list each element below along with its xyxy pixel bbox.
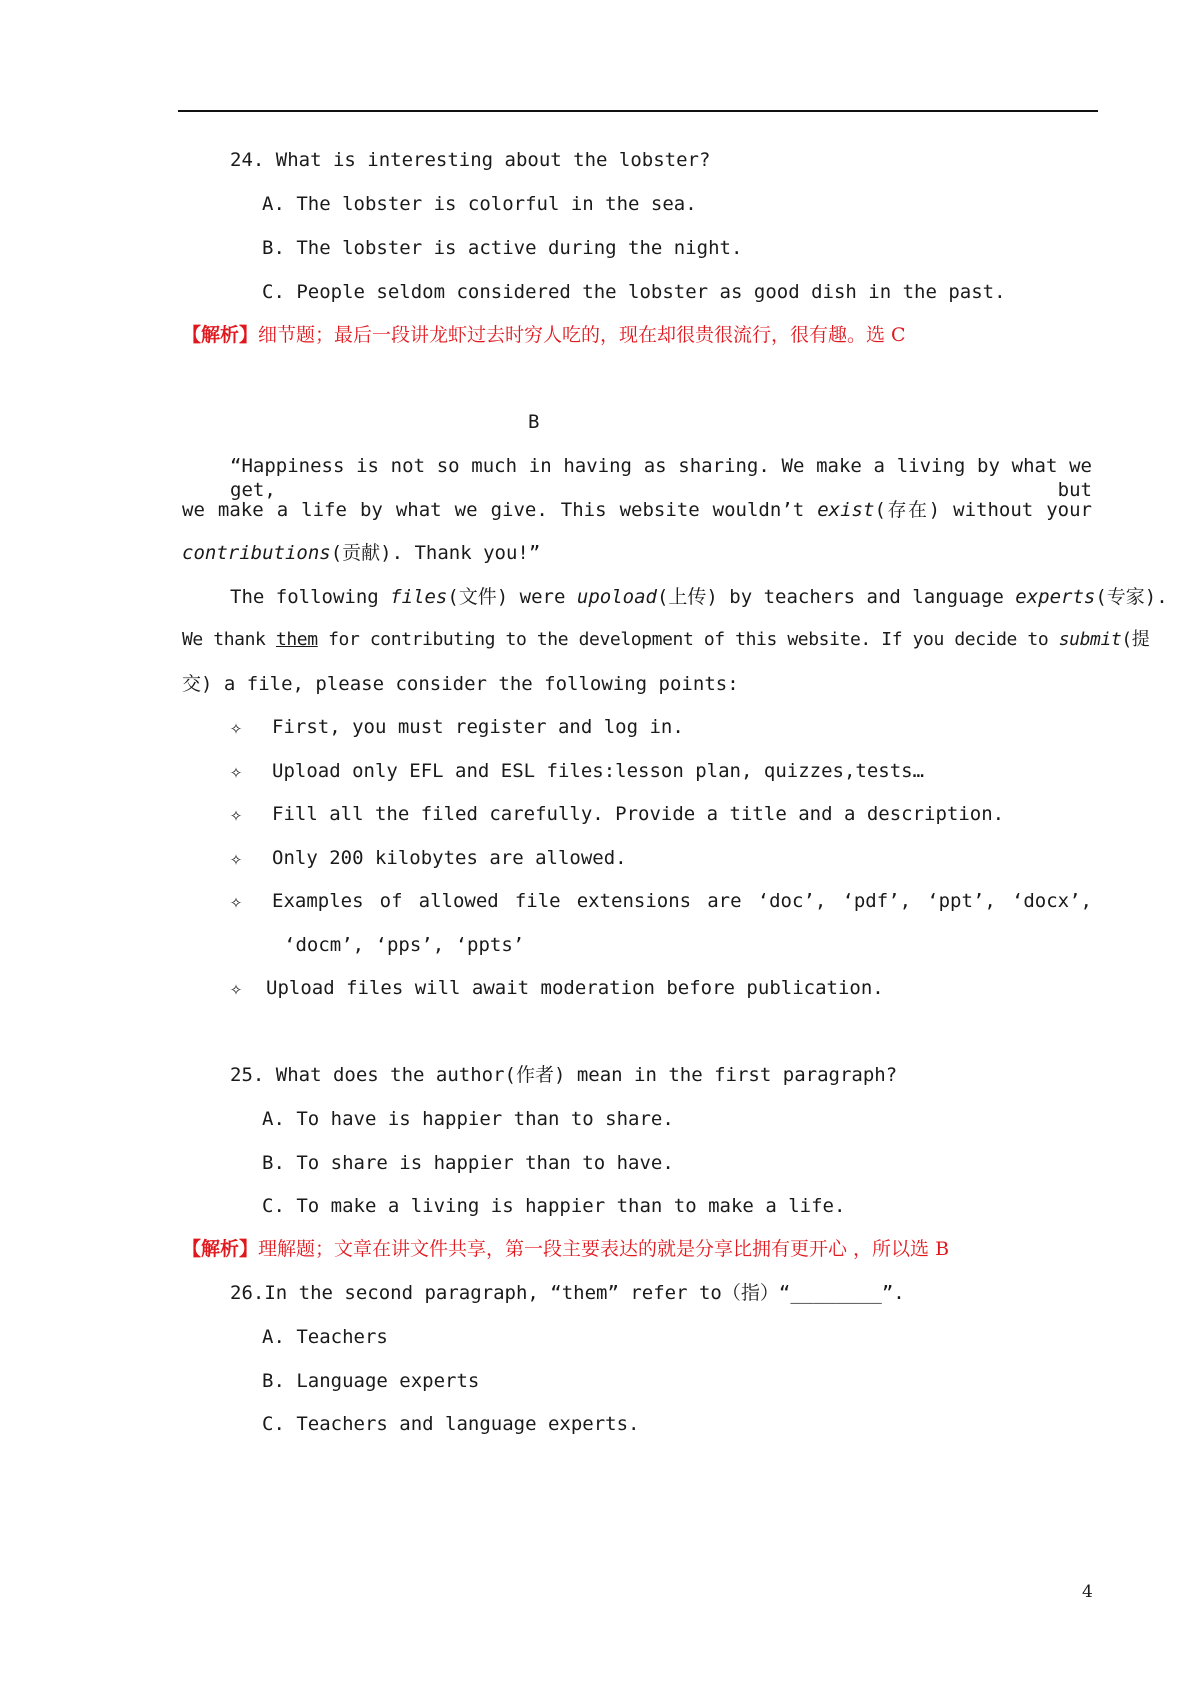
word-them: them (275, 629, 318, 650)
q24-analysis (182, 323, 906, 347)
page-number: 4 (1082, 1582, 1093, 1602)
word-exist: exist (817, 499, 875, 521)
bullet-icon: ✧ (230, 976, 243, 1000)
bullet-icon: ✧ (230, 715, 243, 739)
bullet-item-continued: ‘docm’, ‘pps’, ‘ppts’ (284, 934, 525, 956)
q24-option-b: B. The lobster is active during the night. (262, 237, 743, 259)
p2-line1-a: The following (230, 586, 391, 608)
p2-line1-c: (上传) by teachers and language (656, 586, 1016, 608)
bullet-item: Only 200 kilobytes are allowed. (272, 847, 627, 869)
q24-option-c: C. People seldom considered the lobster as good dish in the past. (262, 281, 1006, 303)
bullet-item: Upload files will await moderation before publication. (266, 977, 884, 999)
section-label: B (528, 411, 540, 433)
analysis-text: 理解题；文章在讲文件共享，第一段主要表达的就是分享比拥有更开心 ，所以选 B (258, 1238, 950, 1260)
bullet-icon: ✧ (230, 846, 243, 870)
bullet-icon: ✧ (230, 802, 243, 826)
bullet-icon: ✧ (230, 759, 243, 783)
p2-line1 (230, 585, 1168, 609)
q26-option-a: A. Teachers (262, 1326, 388, 1348)
q24-stem: 24. What is interesting about the lobster? (230, 149, 711, 171)
word-submit: submit (1058, 629, 1122, 650)
bullet-item: Upload only EFL and ESL files:lesson plan, quizzes,tests… (272, 760, 925, 782)
p1-line2 (182, 498, 1092, 522)
bullet-icon: ✧ (230, 889, 243, 913)
q25-stem: 25. What does the author(作者) mean in the first paragraph? (230, 1064, 898, 1086)
q24-option-a: A. The lobster is colorful in the sea. (262, 193, 697, 215)
p2-line2-a: We thank (182, 629, 276, 650)
bullet-item: Examples of allowed file extensions are ‘doc’, ‘pdf’, ‘ppt’, ‘docx’, (272, 890, 1092, 912)
bullet-item: First, you must register and log in. (272, 716, 684, 738)
q25-option-a: A. To have is happier than to share. (262, 1108, 674, 1130)
p2-line1-b: (文件) were (447, 586, 577, 608)
analysis-text: 细节题；最后一段讲龙虾过去时穷人吃的，现在却很贵很流行，很有趣。选 C (258, 324, 906, 346)
p2-line2-b: for contributing to the development of this website. If you decide to (317, 629, 1059, 650)
p1-line3-b: (贡献). Thank you!” (330, 542, 541, 564)
q25-analysis (182, 1237, 949, 1261)
p1-line2-b: (存在) without your (874, 499, 1092, 521)
q25-option-b: B. To share is happier than to have. (262, 1152, 674, 1174)
q26-stem: 26.In the second paragraph, “them” refer to（指）“________”. (230, 1282, 905, 1304)
p2-line3: 交) a file, please consider the following points: (182, 673, 739, 695)
q26-option-b: B. Language experts (262, 1370, 480, 1392)
p1-line2-a: we make a life by what we give. This website wouldn’t (182, 499, 818, 521)
analysis-tag: 【解析】 (182, 1238, 259, 1260)
word-contributions: contributions (182, 542, 331, 564)
analysis-tag: 【解析】 (182, 324, 259, 346)
bullet-item: Fill all the filed carefully. Provide a title and a description. (272, 803, 1005, 825)
q25-option-c: C. To make a living is happier than to make a life. (262, 1195, 846, 1217)
word-files: files (390, 586, 448, 608)
q26-option-c: C. Teachers and language experts. (262, 1413, 640, 1435)
p2-line2 (182, 628, 1149, 652)
header-rule (178, 110, 1098, 112)
p1-line1: “Happiness is not so much in having as sharing. We make a living by what we get, but (230, 455, 1092, 501)
p1-line3 (182, 541, 540, 565)
p2-line2-c: (提 (1121, 629, 1150, 650)
p2-line1-d: (专家). (1095, 586, 1168, 608)
word-upload: upoload (576, 586, 657, 608)
word-experts: experts (1015, 586, 1096, 608)
